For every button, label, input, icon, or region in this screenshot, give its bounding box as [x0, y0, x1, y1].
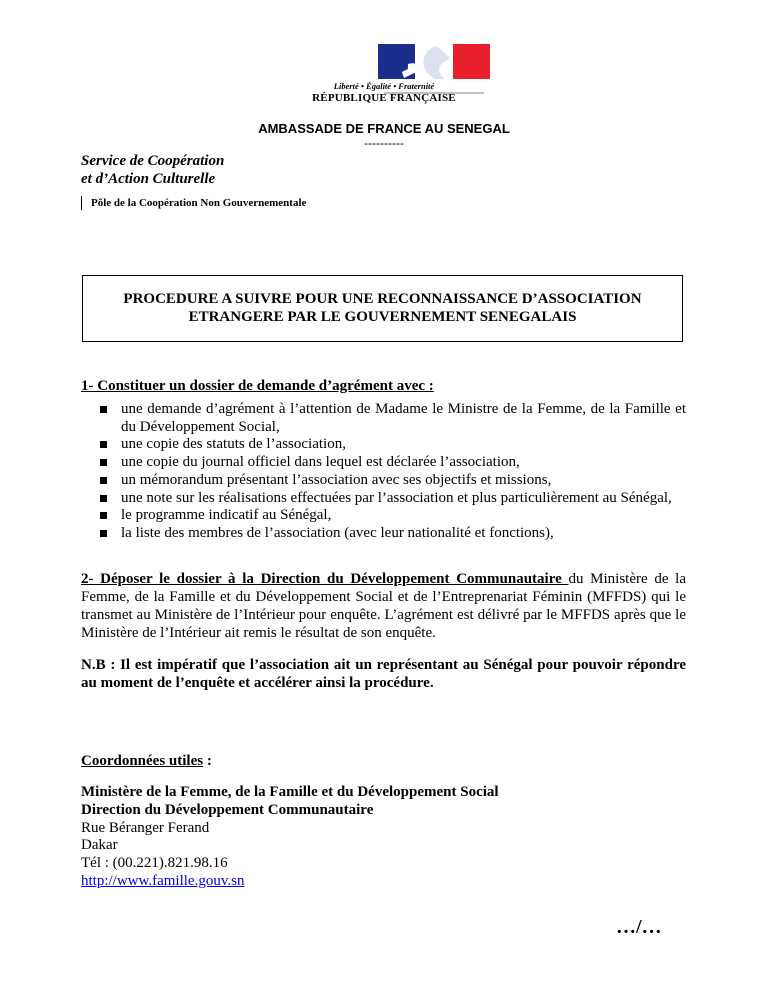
marianne-logo — [378, 44, 490, 116]
website-link[interactable]: http://www.famille.gouv.sn — [81, 872, 245, 889]
section-2-paragraph — [81, 570, 686, 642]
contacts-heading — [81, 753, 212, 770]
list-item: une copie du journal officiel dans lequel est déclarée l’association, — [100, 454, 686, 472]
republic-motto: Liberté • Égalité • Fraternité — [333, 81, 435, 91]
list-item: un mémorandum présentant l’association avec ses objectifs et missions, — [100, 472, 686, 490]
section-2-heading: 2- Déposer le dossier à la Direction du Développement Communautaire — [81, 571, 569, 587]
contact-ministry: Ministère de la Femme, de la Famille et du Développement Social — [81, 784, 499, 800]
embassy-name: AMBASSADE DE FRANCE AU SENEGAL — [258, 121, 510, 136]
document-title — [82, 290, 683, 326]
list-item: une demande d’agrément à l’attention de Madame le Ministre de la Femme, de la Famille et du Développement Social, — [100, 401, 686, 436]
continued-marker: …/… — [616, 916, 662, 938]
contacts-heading-label: Coordonnées utiles — [81, 753, 204, 769]
required-documents-list — [100, 401, 686, 543]
nb-notice: N.B : Il est impératif que l’association ait un représentant au Sénégal pour pouvoir répondre au moment de l’enquête et accélérer ainsi la procédure. — [81, 657, 686, 691]
title-line-1: PROCEDURE A SUIVRE POUR UNE RECONNAISSANCE D’ASSOCIATION — [123, 291, 642, 307]
pole-marker — [81, 196, 82, 210]
service-line-2: et d’Action Culturelle — [81, 171, 216, 187]
contact-street: Rue Béranger Ferand — [81, 819, 210, 836]
republic-name: RÉPUBLIQUE FRANÇAISE — [312, 92, 456, 104]
header-separator: ---------- — [364, 136, 404, 150]
service-line-1: Service de Coopération — [81, 153, 225, 169]
list-item: le programme indicatif au Sénégal, — [100, 507, 686, 525]
section-2-text: du Ministère de la Femme, de la Famille et du Développement Social et de l’Entreprenariat Féminin (MFFDS) qui le transmet au Ministère de l’Intérieur pour enquête. L’agrément est délivré par le MFFDS après que le Ministère de l’Intérieur ait remis le résultat de son enquête. — [81, 571, 686, 641]
pole-name: Pôle de la Coopération Non Gouvernementale — [91, 197, 307, 209]
list-item: une note sur les réalisations effectuées par l’association et plus particulièrement au Sénégal, — [100, 490, 686, 508]
contacts-heading-colon: : — [203, 753, 212, 769]
title-line-2: ETRANGERE PAR LE GOUVERNEMENT SENEGALAIS — [188, 309, 577, 325]
list-item: une copie des statuts de l’association, — [100, 436, 686, 454]
section-1-heading: 1- Constituer un dossier de demande d’agrément avec : — [81, 378, 434, 394]
contact-city: Dakar — [81, 837, 118, 854]
contact-block — [81, 784, 499, 891]
contact-direction: Direction du Développement Communautaire — [81, 801, 374, 818]
service-name — [81, 152, 224, 188]
contact-phone: Tél : (00.221).821.98.16 — [81, 855, 228, 872]
list-item: la liste des membres de l’association (avec leur nationalité et fonctions), — [100, 525, 686, 543]
